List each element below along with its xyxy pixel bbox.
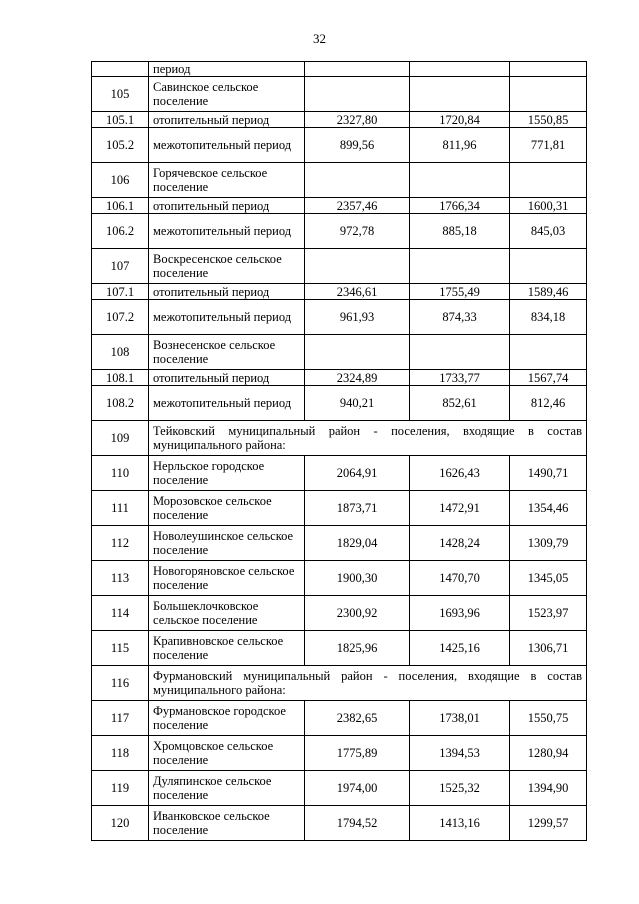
value-3 [510,163,587,198]
settlement-name: Фурмановское городское поселение [149,701,305,736]
settlement-name: Нерльское городское поселение [149,456,305,491]
value-2: 1413,16 [410,806,510,841]
value-1: 961,93 [305,300,410,335]
value-2: 1720,84 [410,112,510,128]
table-row [92,370,587,386]
settlement-name: Новогоряновское сельское поселение [149,561,305,596]
table-row [92,421,587,456]
value-2: 1525,32 [410,771,510,806]
value-2 [410,77,510,112]
value-1: 1775,89 [305,736,410,771]
settlement-name: Хромцовское сельское поселение [149,736,305,771]
value-1 [305,62,410,77]
value-2: 874,33 [410,300,510,335]
table-row [92,491,587,526]
value-1: 2346,61 [305,284,410,300]
table-row [92,128,587,163]
value-2: 885,18 [410,214,510,249]
table-row [92,596,587,631]
value-2: 1693,96 [410,596,510,631]
value-3: 1306,71 [510,631,587,666]
row-number: 114 [92,596,149,631]
value-2: 1425,16 [410,631,510,666]
value-2 [410,163,510,198]
value-3: 812,46 [510,386,587,421]
settlement-name: межотопительный период [149,386,305,421]
group-heading: Тейковский муниципальный район - поселения, входящие в состав муниципального района: [149,421,587,456]
value-3: 1345,05 [510,561,587,596]
value-1: 2357,46 [305,198,410,214]
settlement-name: Иванковское сельское поселение [149,806,305,841]
value-2 [410,62,510,77]
settlement-name: межотопительный период [149,214,305,249]
value-3: 1550,85 [510,112,587,128]
row-number: 115 [92,631,149,666]
row-number: 107 [92,249,149,284]
value-1: 2064,91 [305,456,410,491]
value-1: 1825,96 [305,631,410,666]
row-number: 107.2 [92,300,149,335]
settlement-name: Воскресенское сельское поселение [149,249,305,284]
row-number: 120 [92,806,149,841]
value-1: 1974,00 [305,771,410,806]
value-1: 972,78 [305,214,410,249]
value-1 [305,163,410,198]
settlement-name: Морозовское сельское поселение [149,491,305,526]
row-number: 108.2 [92,386,149,421]
value-2 [410,335,510,370]
row-number: 105.1 [92,112,149,128]
value-2: 1766,34 [410,198,510,214]
value-3: 1600,31 [510,198,587,214]
table-row [92,284,587,300]
row-number: 106 [92,163,149,198]
row-number: 111 [92,491,149,526]
row-number: 106.1 [92,198,149,214]
table-row [92,214,587,249]
settlement-name: Горячевское сельское поселение [149,163,305,198]
value-1: 2382,65 [305,701,410,736]
settlement-name: Дуляпинское сельское поселение [149,771,305,806]
row-number: 105.2 [92,128,149,163]
value-2: 1470,70 [410,561,510,596]
row-number: 118 [92,736,149,771]
table-row [92,386,587,421]
value-3: 1550,75 [510,701,587,736]
table-row [92,666,587,701]
value-3: 834,18 [510,300,587,335]
table-row [92,456,587,491]
value-2 [410,249,510,284]
table-row [92,771,587,806]
tariff-table [91,61,587,841]
settlement-name: отопительный период [149,284,305,300]
value-2: 1738,01 [410,701,510,736]
value-2: 1428,24 [410,526,510,561]
settlement-name: Вознесенское сельское поселение [149,335,305,370]
value-1: 899,56 [305,128,410,163]
row-number: 109 [92,421,149,456]
settlement-name: отопительный период [149,370,305,386]
table-row [92,112,587,128]
value-3: 845,03 [510,214,587,249]
row-number: 107.1 [92,284,149,300]
value-3: 1354,46 [510,491,587,526]
table-row [92,163,587,198]
row-number [92,62,149,77]
value-3: 1589,46 [510,284,587,300]
value-1: 1900,30 [305,561,410,596]
settlement-name: межотопительный период [149,300,305,335]
value-1: 2324,89 [305,370,410,386]
settlement-name: Новолеушинское сельское поселение [149,526,305,561]
table-row [92,62,587,77]
settlement-name: Крапивновское сельское поселение [149,631,305,666]
value-1: 2327,80 [305,112,410,128]
value-1 [305,77,410,112]
value-2: 1755,49 [410,284,510,300]
table-row [92,561,587,596]
settlement-name: период [149,62,305,77]
value-1: 1794,52 [305,806,410,841]
settlement-name: Савинское сельское поселение [149,77,305,112]
table-row [92,526,587,561]
value-2: 1733,77 [410,370,510,386]
value-1 [305,335,410,370]
table-row [92,335,587,370]
settlement-name: отопительный период [149,198,305,214]
value-2: 1472,91 [410,491,510,526]
value-1: 1829,04 [305,526,410,561]
value-1: 1873,71 [305,491,410,526]
value-3: 1567,74 [510,370,587,386]
value-3 [510,62,587,77]
row-number: 116 [92,666,149,701]
table-row [92,806,587,841]
table-row [92,198,587,214]
value-3 [510,335,587,370]
table-row [92,77,587,112]
row-number: 117 [92,701,149,736]
row-number: 106.2 [92,214,149,249]
table-row [92,701,587,736]
table-row [92,300,587,335]
settlement-name: Большеклочковское сельское поселение [149,596,305,631]
table-row [92,249,587,284]
value-3 [510,249,587,284]
value-3: 771,81 [510,128,587,163]
value-2: 852,61 [410,386,510,421]
page-number: 32 [313,31,326,46]
value-2: 1394,53 [410,736,510,771]
settlement-name: отопительный период [149,112,305,128]
row-number: 119 [92,771,149,806]
row-number: 108 [92,335,149,370]
value-3: 1523,97 [510,596,587,631]
value-3 [510,77,587,112]
value-2: 811,96 [410,128,510,163]
row-number: 105 [92,77,149,112]
row-number: 110 [92,456,149,491]
value-1: 2300,92 [305,596,410,631]
row-number: 113 [92,561,149,596]
value-3: 1280,94 [510,736,587,771]
value-1: 940,21 [305,386,410,421]
group-heading: Фурмановский муниципальный район - поселения, входящие в состав муниципального района: [149,666,587,701]
settlement-name: межотопительный период [149,128,305,163]
value-3: 1490,71 [510,456,587,491]
value-3: 1299,57 [510,806,587,841]
table-row [92,631,587,666]
table-row [92,736,587,771]
row-number: 112 [92,526,149,561]
value-1 [305,249,410,284]
row-number: 108.1 [92,370,149,386]
value-3: 1394,90 [510,771,587,806]
value-2: 1626,43 [410,456,510,491]
value-3: 1309,79 [510,526,587,561]
